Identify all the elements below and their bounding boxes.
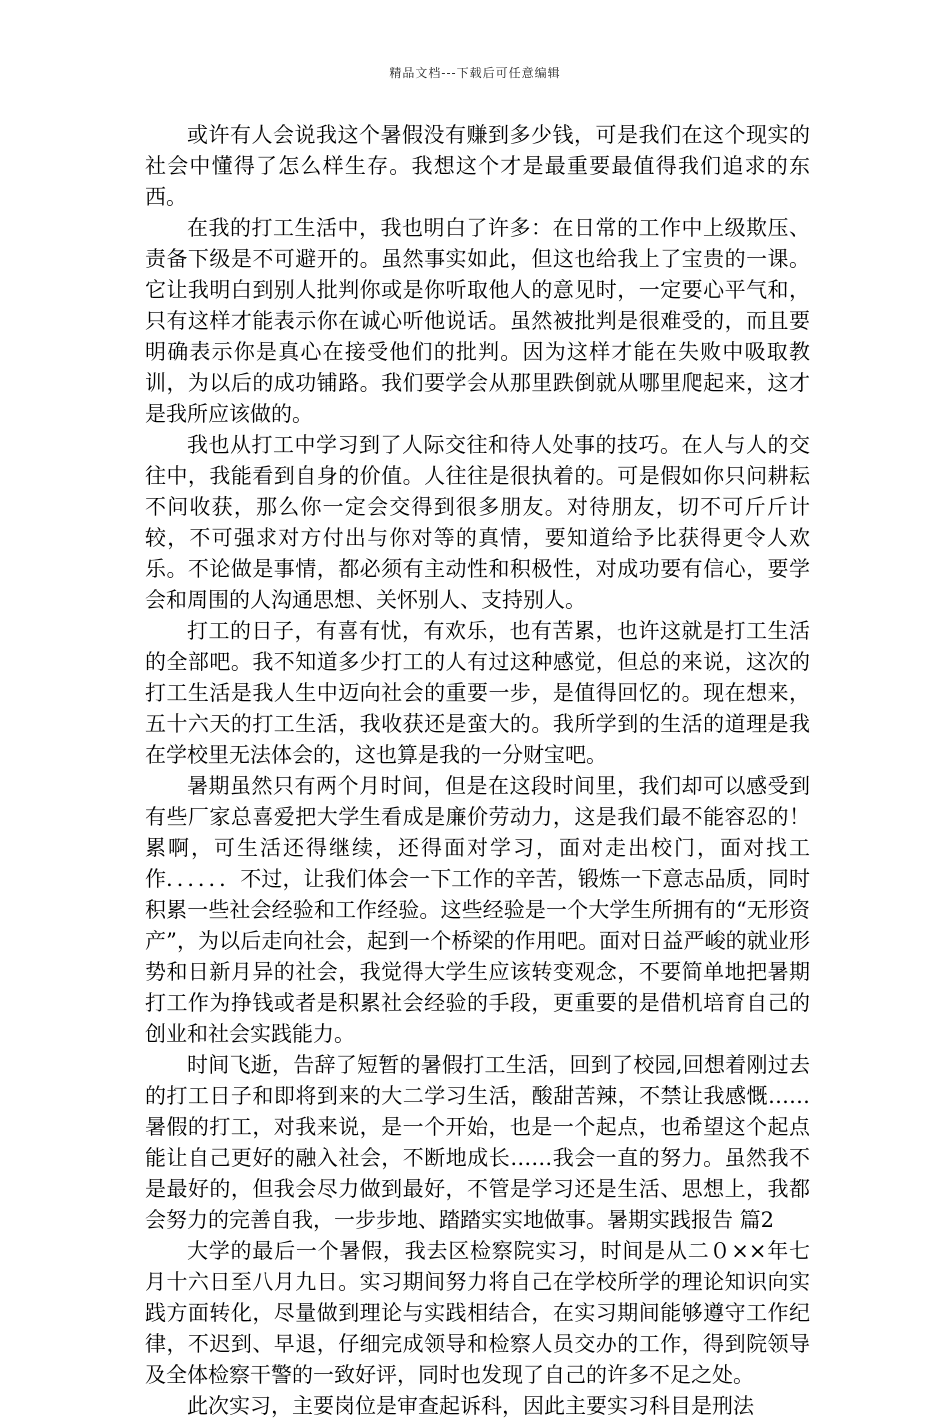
paragraph: 此次实习，主要岗位是审查起诉科，因此主要实习科目是刑法 [187,1394,754,1418]
document-body [145,120,810,1422]
paragraph: 时间飞逝，告辞了短暂的暑假打工生活，回到了校园,回想着刚过去的打工日子和即将到来的大二学习生活，酸甜苦辣，不禁让我感慨……暑假的打工，对我来说，是一个开始，也是一个起点，也希望这个起点能让自己更好的融入社会，不断地成长……我会一直的努力。虽然我不是最好的，但我会尽力做到最好，不管是学习还是生活、思想上，我都会努力的完善自我，一步步地、踏踏实实地做事。暑期实践报告 篇2 [145,1053,810,1232]
page-header: 精品文档---下载后可任意编辑 [389,66,561,80]
paragraph: 暑期虽然只有两个月时间，但是在这段时间里，我们却可以感受到有些厂家总喜爱把大学生看成是廉价劳动力，这是我们最不能容忍的！累啊，可生活还得继续，还得面对学习，面对走出校门，面对找工作．．．．．．不过，让我们体会一下工作的辛苦，锻炼一下意志品质，同时积累一些社会经验和工作经验。这些经验是一个大学生所拥有的“无形资产”，为以后走向社会，起到一个桥梁的作用吧。面对日益严峻的就业形势和日新月异的社会，我觉得大学生应该转变观念，不要简单地把暑期打工作为挣钱或者是积累社会经验的手段，更重要的是借机培育自己的创业和社会实践能力。 [145,774,810,1046]
paragraph: 打工的日子，有喜有忧，有欢乐，也有苦累，也许这就是打工生活的全部吧。我不知道多少打工的人有过这种感觉，但总的来说，这次的打工生活是我人生中迈向社会的重要一步，是值得回忆的。现在想来，五十六天的打工生活，我收获还是蛮大的。我所学到的生活的道理是我在学校里无法体会的，这也算是我的一分财宝吧。 [145,619,810,767]
paragraph: 或许有人会说我这个暑假没有赚到多少钱，可是我们在这个现实的社会中懂得了怎么样生存。我想这个才是最重要最值得我们追求的东西。 [145,123,810,209]
paragraph: 在我的打工生活中，我也明白了许多：在日常的工作中上级欺压、责备下级是不可避开的。虽然事实如此，但这也给我上了宝贵的一课。它让我明白到别人批判你或是你听取他人的意见时，一定要心平气和，只有这样才能表示你在诚心听他说话。虽然被批判是很难受的，而且要明确表示你是真心在接受他们的批判。因为这样才能在失败中吸取教训，为以后的成功铺路。我们要学会从那里跌倒就从哪里爬起来，这才是我所应该做的。 [145,216,810,426]
paragraph: 我也从打工中学习到了人际交往和待人处事的技巧。在人与人的交往中，我能看到自身的价值。人往往是很执着的。可是假如你只问耕耘不问收获，那么你一定会交得到很多朋友。对待朋友，切不可斤斤计较，不可强求对方付出与你对等的真情，要知道给予比获得更令人欢乐。不论做是事情，都必须有主动性和积极性，对成功要有信心，要学会和周围的人沟通思想、关怀别人、支持别人。 [145,433,810,612]
paragraph: 大学的最后一个暑假，我去区检察院实习，时间是从二０××年七月十六日至八月九日。实习期间努力将自己在学校所学的理论知识向实践方面转化，尽量做到理论与实践相结合，在实习期间能够遵守工作纪律，不迟到、早退，仔细完成领导和检察人员交办的工作，得到院领导及全体检察干警的一致好评，同时也发现了自己的许多不足之处。 [145,1239,810,1387]
